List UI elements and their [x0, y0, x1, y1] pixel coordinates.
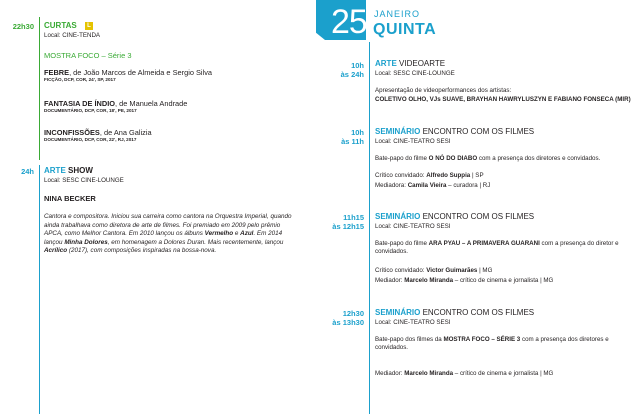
film-3 — [44, 128, 152, 143]
sem2-heading: SEMINÁRIO ENCONTRO COM OS FILMES — [375, 212, 535, 221]
mostra-heading: MOSTRA FOCO – Série 3 — [44, 51, 132, 60]
day-number: 25 — [331, 3, 367, 41]
sem1-critic: Crítico convidado: Alfredo Suppia | SP — [375, 172, 484, 179]
videoarte-heading: ARTE VIDEOARTE — [375, 59, 446, 68]
time-sem2: 11h15 às 12h15 — [332, 213, 364, 231]
sem1-desc: Bate-papo do filme O NÓ DO DIABO com a presença dos diretores e convidados. — [375, 155, 601, 162]
artist-bio: Cantora e compositora. Iniciou sua carreira como cantora na Orquestra Imperial, quando ainda trabalhava como diretora de arte de filmes. Foi premiado em 2009 pelo prêmio APCA, como Melhor Cantora. Em 2010 lançou os álbuns Vermelho e Azul. Em 2014 lançou Minha Dolores, em homenagem a Dolores Duran. Mais recentemente, lançou Acrílico (2017), com composições inspiradas na bossa-nova. — [44, 213, 292, 255]
left-divider-blue — [39, 165, 40, 414]
sem2-local: Local: CINE-TEATRO SESI — [375, 223, 451, 230]
time-videoarte: 10h às 24h — [340, 61, 364, 79]
videoarte-local: Local: SESC CINE-LOUNGE — [375, 70, 455, 77]
show-rest: SHOW — [68, 166, 93, 175]
time-sem3: 12h30 às 13h30 — [332, 309, 364, 327]
curtas-local: Local: CINE-TENDA — [44, 32, 101, 39]
time-sem1: 10h às 11h — [341, 128, 364, 146]
right-divider — [369, 42, 370, 414]
film-3-info: DOCUMENTÁRIO, DCP, COR, 22', RJ, 2017 — [44, 137, 137, 142]
sem2-desc: Bate-papo do filme ARA PYAU – A PRIMAVERA GUARANI com a presença do diretor e convidados. — [375, 240, 619, 255]
sem1-local: Local: CINE-TEATRO SESI — [375, 138, 451, 145]
film-1-info: FICÇÃO, DCP, COR, 24', SP, 2017 — [44, 77, 116, 82]
sem2-mediator: Mediador: Marcelo Miranda – crítico de cinema e jornalista | MG — [375, 277, 554, 284]
film-2 — [44, 99, 187, 114]
videoarte-artists: COLETIVO OLHO, VJs SUAVE, BRAYHAN HAWRYLUSZYN E FABIANO FONSECA (MIR) — [375, 96, 631, 103]
weekday-label: QUINTA — [373, 21, 437, 38]
film-1-title: FEBRE — [44, 68, 70, 77]
month-label: JANEIRO — [374, 9, 421, 19]
left-divider-green — [39, 17, 40, 160]
curtas-label: CURTAS — [44, 21, 77, 30]
show-heading — [44, 166, 93, 176]
sem3-heading: SEMINÁRIO ENCONTRO COM OS FILMES — [375, 308, 535, 317]
artist-name: NINA BECKER — [44, 194, 96, 203]
sem3-mediator: Mediador: Marcelo Miranda – crítico de cinema e jornalista | MG — [375, 370, 554, 377]
time-show: 24h — [21, 167, 34, 176]
film-2-info: DOCUMENTÁRIO, DCP, COR, 18', PE, 2017 — [44, 108, 137, 113]
film-1-by: , de João Marcos de Almeida e Sergio Silva — [69, 68, 213, 77]
film-2-by: , de Manuela Andrade — [115, 99, 188, 108]
curtas-heading — [44, 21, 93, 31]
film-2-title: FANTASIA DE ÍNDIO — [44, 99, 116, 108]
film-1 — [44, 68, 212, 83]
show-kw: ARTE — [44, 166, 66, 175]
rating-badge: L — [85, 22, 93, 30]
show-local: Local: SESC CINE-LOUNGE — [44, 177, 124, 184]
sem1-mediator: Mediadora: Camila Vieira – curadora | RJ — [375, 182, 491, 189]
film-3-by: , de Ana Galizia — [99, 128, 152, 137]
sem3-local: Local: CINE-TEATRO SESI — [375, 319, 451, 326]
sem3-desc: Bate-papo dos filmes da MOSTRA FOCO – SÉRIE 3 com a presença dos diretores e convidados. — [375, 336, 609, 351]
sem1-heading: SEMINÁRIO ENCONTRO COM OS FILMES — [375, 127, 535, 136]
film-3-title: INCONFISSÕES — [44, 128, 100, 137]
sem2-critic: Crítico convidado: Victor Guimarães | MG — [375, 267, 493, 274]
time-curtas: 22h30 — [12, 22, 34, 31]
videoarte-line1: Apresentação de videoperformances dos artistas: — [375, 87, 512, 94]
